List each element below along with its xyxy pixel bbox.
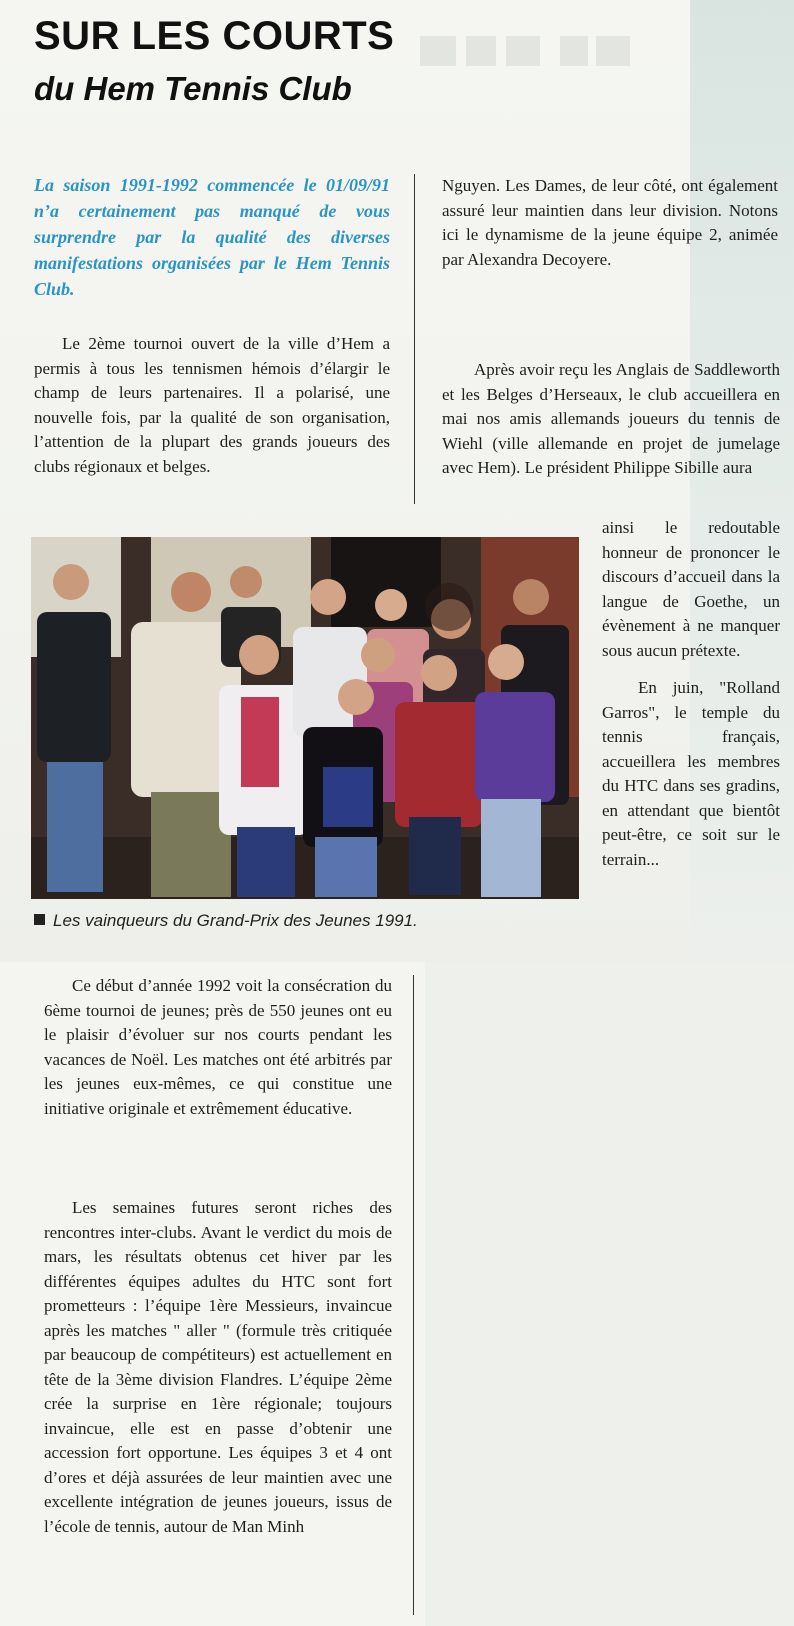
photo-caption — [34, 911, 418, 931]
article-subtitle: du Hem Tennis Club — [34, 70, 352, 107]
bottom-column-divider — [413, 975, 414, 1615]
paragraph-jeunes: Ce début d’année 1992 voit la consécration du 6ème tournoi de jeunes; près de 550 jeunes ont eu le plaisir d’évoluer sur nos courts pendant les vacances de Noël. Les matches ont été arbitrés par les jeunes eux-mêmes, ce qui constitue une initiative originale et extrêmement éducative. — [44, 976, 392, 1118]
group-photo — [31, 537, 579, 899]
paragraph-roland-garros: En juin, "Rolland Garros", le temple du tennis français, accueillera les membres du HTC dans ses gradins, en attendant que bientôt peut-être, ce soit sur le terrain... — [602, 678, 780, 869]
photo-illustration — [31, 537, 579, 899]
paragraph-goethe: ainsi le redoutable honneur de prononcer le discours d’accueil dans la langue de Goethe, un évènement à ne manquer sous aucun prétexte. — [602, 518, 780, 660]
paragraph-tournoi: Le 2ème tournoi ouvert de la ville d’Hem a permis à tous les tennismen hémois d’élargir le champ de leurs partenaires. Il a polarisé, une nouvelle fois, par la qualité de son organisation, l’attention de la plupart des grands joueurs des clubs régionaux et belges. — [34, 334, 390, 476]
article-title: SUR LES COURTS — [34, 14, 395, 58]
bleed-through-print — [420, 22, 670, 82]
caption-bullet-icon — [34, 914, 45, 925]
photo-caption-text: Les vainqueurs du Grand-Prix des Jeunes 1991. — [53, 911, 418, 930]
paragraph-visites: Après avoir reçu les Anglais de Saddleworth et les Belges d’Herseaux, le club accueillera en mai nos amis allemands joueurs du tennis de Wiehl (ville allemande en projet de jumelage avec Hem). Le président Philippe Sibille aura — [442, 360, 780, 477]
intro-paragraph: La saison 1991-1992 commencée le 01/09/91 n’a certainement pas manqué de vous surprendre par la qualité des diverses manifestations organisées par le Hem Tennis Club. — [34, 175, 390, 299]
column-divider — [414, 174, 415, 504]
paragraph-dames: Nguyen. Les Dames, de leur côté, ont également assuré leur maintien dans leur division. Notons ici le dynamisme de la jeune équipe 2, animée par Alexandra Decoyere. — [442, 176, 778, 269]
paragraph-interclubs: Les semaines futures seront riches des rencontres inter-clubs. Avant le verdict du mois de mars, les résultats obtenus cet hiver par les différentes équipes adultes du HTC sont fort prometteurs : l’équipe 1ère Messieurs, invaincue après les matches " aller " (formule très critiquée par beaucoup de compétiteurs) est actuellement en tête de la 3ème division Flandres. L’équipe 2ème crée la surprise en 1ère régionale; toujours invaincue, elle est en passe d’obtenir une accession fort opportune. Les équipes 3 et 4 ont d’ores et déjà assurées de leur maintien avec une excellente intégration de jeunes joueurs, issus de l’école de tennis, autour de Man Minh — [44, 1198, 392, 1536]
